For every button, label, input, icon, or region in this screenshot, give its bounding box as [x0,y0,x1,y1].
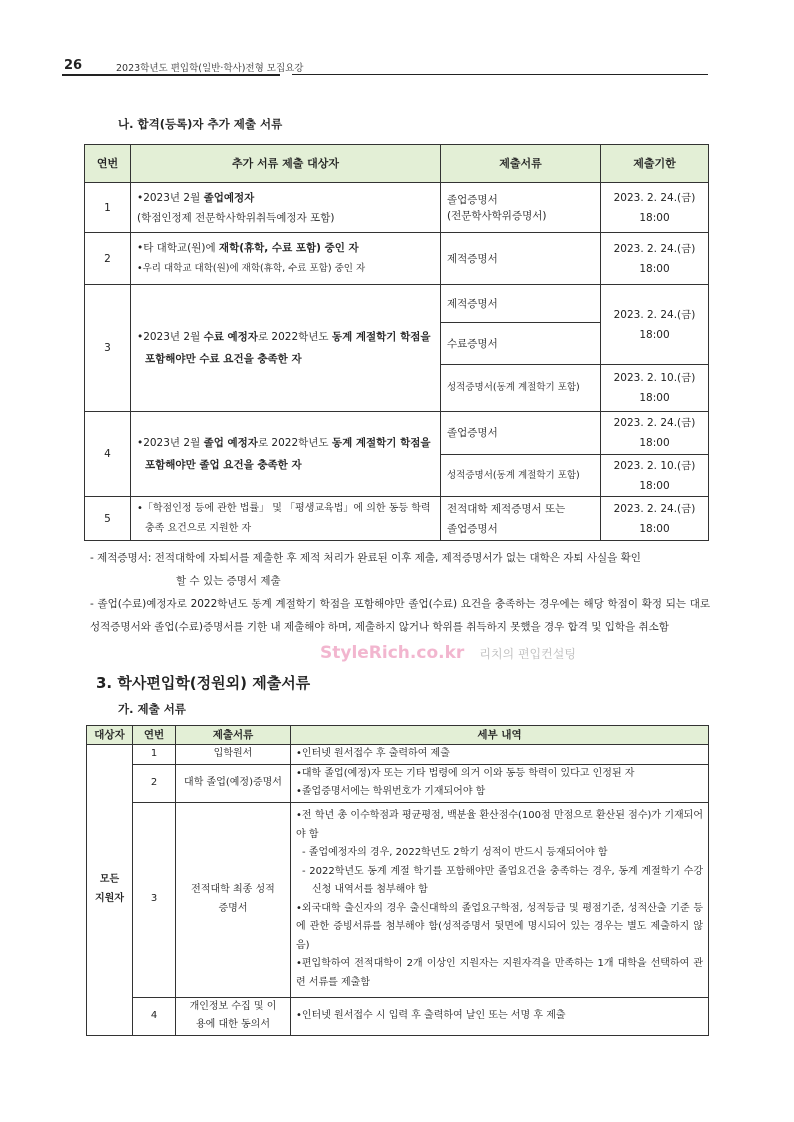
text: 졸업증명서 [447,193,498,206]
column-header: 제출서류 [441,145,601,183]
watermark: StyleRich.co.kr [320,643,465,663]
docs-cell: 수료증명서 [441,323,601,365]
row-number: 1 [133,745,176,765]
detail-line: - 2022학년도 동계 계절 학기를 포함해야만 졸업요건을 충족하는 경우, 동계 계절학기 수강신청 내역서를 첨부해야 함 [302,865,703,895]
table-header-row [85,145,709,183]
text: 18:00 [639,522,670,535]
column-header: 제출서류 [176,726,291,745]
bold-text: 수료 예정자 [203,331,258,343]
text: 2023. 2. 24.(금) [613,308,696,321]
target-group: 모든 지원자 [87,745,133,1036]
text: 졸업증명서 [447,522,498,535]
table-row [87,745,709,765]
target-cell [131,412,441,497]
text: 2023. 2. 10.(금) [613,372,696,384]
docs-cell [441,183,601,233]
running-header: 2023학년도 편입학(일반·학사)전형 모집요강 [116,63,304,74]
bold-text: 포함해야만 졸업 요건을 충족한 자 [145,459,302,471]
column-header: 연번 [85,145,131,183]
text: •2023년 2월 [137,437,204,449]
table-row [87,802,709,997]
doc-name: 전적대학 최종 성적증명서 [176,802,291,997]
watermark-subtext: 리치의 편입컨설팅 [479,647,576,661]
docs-cell: 성적증명서(동계 계절학기 포함) [441,365,601,412]
deadline-cell [601,365,709,412]
text: •타 대학교(원)에 [137,242,219,254]
text: 2023. 2. 24.(금) [613,502,696,515]
bold-text: 졸업예정자 [203,191,255,204]
table-row [85,497,709,541]
text: 전적대학 제적증명서 또는 [447,502,566,515]
detail-cell: •인터넷 원서접수 후 출력하여 제출 [291,745,709,765]
text: •우리 대학교 대학(원)에 재학(휴학, 수료 포함) 중인 자 [137,263,366,274]
notes [90,547,710,639]
table-row [87,764,709,802]
target-cell [131,285,441,412]
text: 2023. 2. 24.(금) [613,242,696,255]
target-cell [131,183,441,233]
deadline-cell [601,497,709,541]
docs-cell: 제적증명서 [441,233,601,285]
table-row [87,997,709,1035]
deadline-cell [601,183,709,233]
bold-text: 재학(휴학, 수료 포함) 중인 자 [218,242,359,254]
detail-cell: •인터넷 원서접수 시 입력 후 출력하여 날인 또는 서명 후 제출 [291,997,709,1035]
deadline-cell [601,412,709,455]
text: •「학점인정 등에 관한 법률」 및 「평생교육법」에 의한 동등 학력 [137,502,431,514]
detail-line: •전 학년 총 이수학점과 평균평점, 백분율 환산점수(100점 만점으로 환산된 점수)가 기재되어야 함 [296,810,703,840]
section-title: 3. 학사편입학(정원외) 제출서류 [96,674,311,692]
row-number: 3 [85,285,131,412]
text: 2023. 2. 24.(금) [613,417,696,429]
bold-text: 동계 계절학기 학점을 [331,331,431,343]
text: 18:00 [639,262,670,275]
table-header-row [87,726,709,745]
bold-text: 동계 계절학기 학점을 [331,437,431,449]
table-row [85,285,709,323]
text: 로 2022학년도 [257,437,332,449]
submission-docs-table [86,725,709,1036]
docs-cell [441,497,601,541]
column-header: 연번 [133,726,176,745]
subsection-heading: 가. 제출 서류 [118,702,186,716]
text: 2023. 2. 10.(금) [613,459,696,472]
text: 2023. 2. 24.(금) [613,191,696,204]
note-text: 할 수 있는 증명서 제출 [176,575,281,587]
text: 18:00 [639,479,670,492]
docs-cell: 제적증명서 [441,285,601,323]
docs-cell: 성적증명서(동계 계절학기 포함) [441,455,601,497]
row-number: 2 [85,233,131,285]
docs-cell: 졸업증명서 [441,412,601,455]
detail-cell [291,802,709,997]
detail-cell [291,764,709,802]
row-number: 5 [85,497,131,541]
additional-docs-table [84,144,709,541]
column-header: 제출기한 [601,145,709,183]
row-number: 4 [133,997,176,1035]
row-number: 3 [133,802,176,997]
text: 18:00 [639,392,670,404]
column-header: 추가 서류 제출 대상자 [131,145,441,183]
target-cell [131,233,441,285]
row-number: 4 [85,412,131,497]
note-text: - 졸업(수료)예정자로 2022학년도 동계 계절학기 학점을 포함해야만 졸업(수료) 요건을 충족하는 경우에는 해당 학점이 확정 되는 대로 성적증명서와 졸업(수료)증명서를 기한 내 제출해야 하며, 제출하지 않거나 학위를 취득하지 못했을 경우 합격 및 입학을 취소함 [90,598,710,633]
text: 18:00 [639,437,670,449]
table-row [85,183,709,233]
text: 충족 요건으로 지원한 자 [145,522,252,534]
page-content [0,116,794,1036]
doc-name: 대학 졸업(예정)증명서 [176,764,291,802]
text: 로 2022학년도 [257,331,332,343]
text: 18:00 [639,211,670,224]
detail-line: •외국대학 출신자의 경우 출신대학의 졸업요구학점, 성적등급 및 평점기준, 성적산출 기준 등에 관한 증빙서류를 첨부해야 함(성적증명서 뒷면에 명시되어 있는 경우는 별도 제출하지 않음) [296,902,703,951]
detail-line: •졸업증명서에는 학위번호가 기재되어야 함 [296,786,486,797]
detail-line: •대학 졸업(예정)자 또는 기타 법령에 의거 이와 동등 학력이 있다고 인정된 자 [296,767,635,779]
note-text: - 제적증명서: 전적대학에 자퇴서를 제출한 후 제적 처리가 완료된 이후 제출, 제적증명서가 없는 대학은 자퇴 사실을 확인 [90,552,641,564]
text: •2023년 2월 [137,331,204,343]
detail-line: - 졸업예정자의 경우, 2022학년도 2학기 성적이 반드시 등재되어야 함 [302,847,608,858]
detail-line: •편입학하여 전적대학이 2개 이상인 지원자는 지원자격을 만족하는 1개 대학을 선택하여 관련 서류를 제출함 [296,958,703,988]
target-cell [131,497,441,541]
deadline-cell [601,455,709,497]
deadline-cell [601,233,709,285]
text: (전문학사학위증명서) [447,209,547,222]
table-row [85,412,709,455]
section-heading: 나. 합격(등록)자 추가 제출 서류 [118,117,283,131]
header-rule [62,74,280,76]
text: (학점인정제 전문학사학위취득예정자 포함) [137,211,335,224]
page-number: 26 [64,58,83,73]
column-header: 세부 내역 [291,726,709,745]
watermark-row [320,643,794,664]
row-number: 2 [133,764,176,802]
doc-name: 개인정보 수집 및 이용에 대한 동의서 [176,997,291,1035]
deadline-cell [601,285,709,365]
bold-text: 졸업 예정자 [203,437,258,449]
text: •2023년 2월 [137,191,204,204]
text: 18:00 [639,328,670,341]
doc-name: 입학원서 [176,745,291,765]
header-rule [292,74,708,75]
row-number: 1 [85,183,131,233]
table-row [85,233,709,285]
bold-text: 포함해야만 수료 요건을 충족한 자 [145,353,302,365]
column-header: 대상자 [87,726,133,745]
